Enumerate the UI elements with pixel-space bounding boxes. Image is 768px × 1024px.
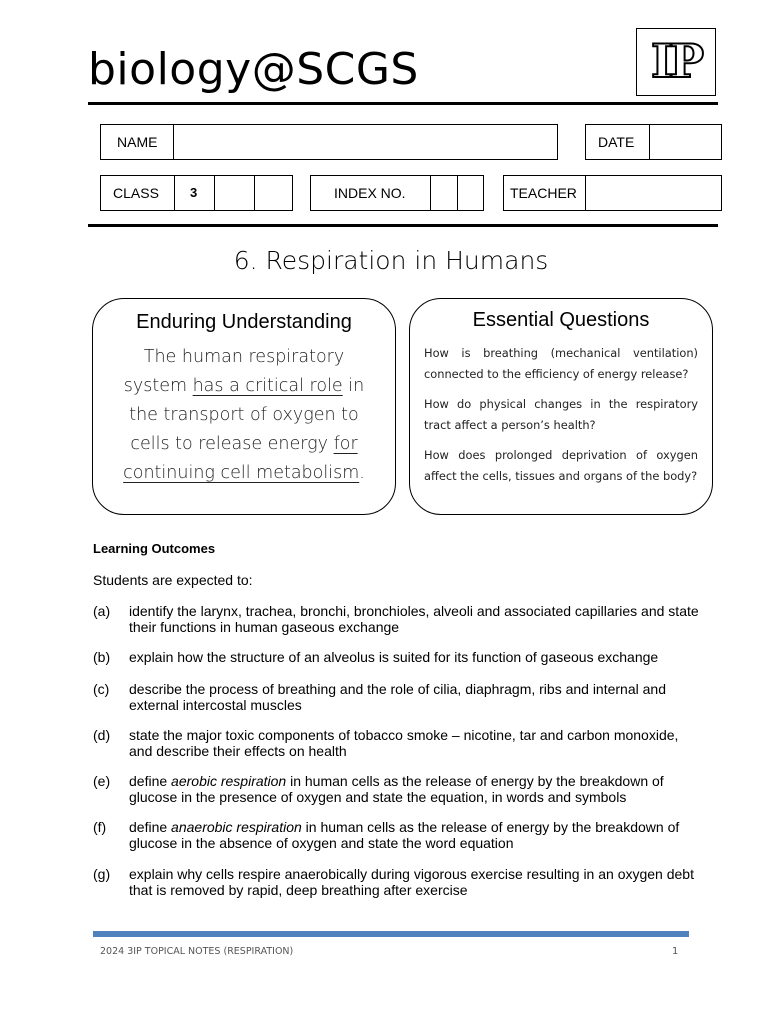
footer-label: 2024 3IP TOPICAL NOTES (RESPIRATION) [100, 946, 294, 957]
class-cell-2[interactable] [214, 176, 254, 210]
essential-questions-card [409, 298, 713, 515]
outcome-italic-term: aerobic respiration [171, 773, 287, 789]
index-label: INDEX NO. [334, 185, 406, 201]
outcome-text-part: in human cells as the release of energy by the breakdown of glucose in the absence of oxygen and state the word equation [129, 819, 680, 851]
outcome-text-part: explain why cells respire anaerobically during vigorous exercise resulting in an oxygen debt that is removed by rapid, deep breathing after exercise [129, 866, 694, 898]
class-value: 3 [190, 185, 198, 200]
site-title: biology@SCGS [88, 44, 419, 95]
outcome-text-part: define [129, 773, 172, 789]
outcome-marker: (b) [93, 649, 111, 665]
eu-underlined-phrase: for continuing cell metabolism [123, 434, 360, 483]
essential-question: How do physical changes in the respiratory tract affect a person’s health? [424, 397, 698, 432]
ip-logo [636, 28, 716, 96]
outcome-marker: (g) [93, 866, 111, 882]
eu-text-part: in the transport of oxygen to cells to release energy [129, 376, 365, 454]
chapter-title: 6. Respiration in Humans [233, 246, 549, 275]
learning-outcomes-heading: Learning Outcomes [93, 541, 216, 556]
class-field[interactable] [100, 175, 293, 211]
outcome-text-part: describe the process of breathing and the role of cilia, diaphragm, ribs and internal and external intercostal muscles [129, 681, 666, 713]
outcome-text [129, 727, 699, 759]
outcome-marker: (f) [93, 819, 107, 835]
outcome-text [129, 603, 699, 635]
learning-outcomes-intro: Students are expected to: [93, 572, 253, 588]
outcome-text-part: identify the larynx, trachea, bronchi, bronchioles, alveoli and associated capillaries and state their functions in human gaseous exchange [129, 603, 699, 635]
essential-questions-heading: Essential Questions [472, 309, 650, 331]
eu-underlined-phrase: has a critical role [192, 376, 343, 396]
essential-question: How is breathing (mechanical ventilation) connected to the efficiency of energy release? [424, 346, 698, 381]
outcome-text [129, 866, 699, 898]
date-input-cell[interactable] [649, 125, 721, 159]
outcome-text-part: explain how the structure of an alveolus is suited for its function of gaseous exchange [129, 649, 659, 665]
outcome-marker: (e) [93, 773, 111, 789]
page-number: 1 [672, 946, 679, 957]
outcome-text [129, 681, 699, 713]
eu-text-part: . [359, 463, 365, 483]
outcome-italic-term: anaerobic respiration [171, 819, 302, 835]
outcome-text [129, 819, 699, 851]
enduring-understanding-text [121, 343, 367, 488]
class-cell-1[interactable] [174, 176, 214, 210]
outcome-marker: (c) [93, 681, 110, 697]
name-field[interactable] [100, 124, 558, 160]
header-rule [88, 102, 718, 105]
outcome-text-part: define [129, 819, 172, 835]
enduring-understanding-heading: Enduring Understanding [136, 311, 352, 333]
name-input-cell[interactable] [173, 125, 557, 159]
name-label: NAME [117, 134, 158, 150]
class-label: CLASS [113, 185, 159, 201]
essential-question: How does prolonged deprivation of oxygen affect the cells, tissues and organs of the body? [424, 448, 698, 483]
outcome-text-part: state the major toxic components of tobacco smoke – nicotine, tar and carbon monoxide, and describe their effects on health [129, 727, 679, 759]
ip-logo-text: IP [650, 34, 702, 88]
outcome-marker: (d) [93, 727, 111, 743]
outcome-text-part: in human cells as the release of energy by the breakdown of glucose in the presence of oxygen and state the equation, in words and symbols [129, 773, 664, 805]
teacher-label: TEACHER [510, 185, 577, 201]
class-cell-3[interactable] [254, 176, 292, 210]
form-rule [88, 224, 718, 227]
enduring-understanding-card [92, 298, 396, 515]
index-field[interactable] [310, 175, 484, 211]
outcome-text [129, 649, 699, 665]
teacher-input-cell[interactable] [585, 176, 721, 210]
teacher-field[interactable] [503, 175, 722, 211]
date-field[interactable] [585, 124, 722, 160]
index-cell-1[interactable] [430, 176, 457, 210]
outcome-marker: (a) [93, 603, 111, 619]
index-cell-2[interactable] [457, 176, 483, 210]
footer-bar [93, 931, 689, 937]
outcome-text [129, 773, 699, 805]
date-label: DATE [598, 134, 635, 150]
eu-text-part: The human respiratory system [123, 347, 345, 396]
